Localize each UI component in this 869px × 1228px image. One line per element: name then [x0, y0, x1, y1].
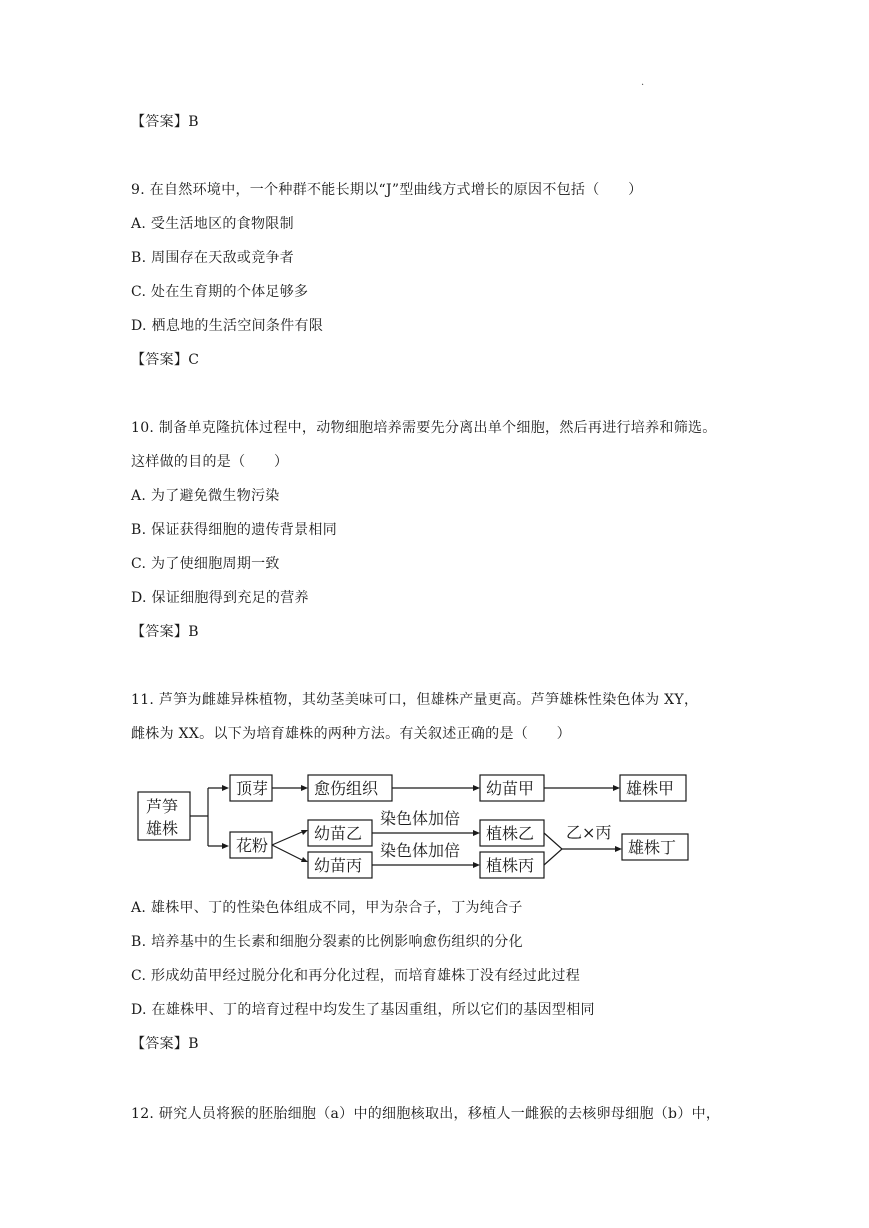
answer-value: C [188, 352, 200, 368]
question-11-option-c: C. 形成幼苗甲经过脱分化和再分化过程，而培育雄株丁没有经过此过程 [131, 968, 581, 984]
plant-yi-label: 植株乙 [486, 824, 535, 843]
arrowhead [301, 830, 308, 835]
seedling-yi-label: 幼苗乙 [314, 824, 363, 843]
breeding-flow-diagram [136, 768, 696, 886]
question-9-option-d: D. 栖息地的生活空间条件有限 [131, 318, 324, 334]
answer-prefix: 【答案】 [131, 1036, 189, 1052]
arrowhead [473, 830, 480, 836]
answer-prefix: 【答案】 [131, 114, 189, 130]
answer-value: B [188, 114, 199, 130]
cross-merge-lines [544, 833, 562, 865]
doubling-label-top: 染色体加倍 [380, 809, 461, 828]
arrowhead [613, 785, 620, 791]
question-10-option-b: B. 保证获得细胞的遗传背景相同 [131, 522, 337, 538]
answer-q11 [131, 1034, 199, 1054]
answer-value: B [188, 1036, 199, 1052]
arrowhead [301, 857, 308, 862]
answer-q10 [131, 622, 199, 642]
answer-prefix: 【答案】 [131, 352, 189, 368]
callus-label: 愈伤组织 [314, 779, 379, 798]
question-10-stem-line2: 这样做的目的是（ ） [131, 454, 289, 470]
question-10-option-a: A. 为了避免微生物污染 [131, 488, 280, 504]
question-11-option-d: D. 在雄株甲、丁的培育过程中均发生了基因重组，所以它们的基因型相同 [131, 1002, 595, 1018]
arrow-to-bud [222, 785, 229, 791]
pollen-split-arrows [272, 832, 302, 860]
question-10-stem-line1: 10. 制备单克隆抗体过程中，动物细胞培养需要先分离出单个细胞，然后再进行培养和筛选。 [131, 420, 717, 436]
arrowhead [473, 785, 480, 791]
question-11-option-a: A. 雄株甲、丁的性染色体组成不同，甲为杂合子，丁为纯合子 [131, 900, 523, 916]
cross-label: 乙×丙 [566, 823, 612, 842]
plant-bing-label: 植株丙 [486, 856, 535, 875]
source-label-2: 雄株 [146, 819, 179, 838]
male-jia-label: 雄株甲 [626, 779, 675, 798]
bud-label: 顶芽 [236, 779, 269, 798]
question-10-option-d: D. 保证细胞得到充足的营养 [131, 590, 309, 606]
question-10-option-c: C. 为了使细胞周期一致 [131, 556, 280, 572]
seedling-bing-label: 幼苗丙 [314, 856, 363, 875]
answer-q8 [131, 112, 199, 132]
question-9-option-b: B. 周围存在天敌或竞争者 [131, 250, 295, 266]
answer-prefix: 【答案】 [131, 624, 189, 640]
source-label-1: 芦笋 [146, 797, 179, 816]
arrowhead [301, 785, 308, 791]
seedling-jia-label: 幼苗甲 [486, 779, 535, 798]
question-12-stem-line1: 12. 研究人员将猴的胚胎细胞（a）中的细胞核取出，移植人一雌猴的去核卵母细胞（b）中， [131, 1106, 721, 1122]
question-9-stem: 9. 在自然环境中，一个种群不能长期以“J”型曲线方式增长的原因不包括（ ） [131, 182, 643, 198]
question-11-stem-line1: 11. 芦笋为雌雄异株植物，其幼茎美味可口，但雄株产量更高。芦笋雄株性染色体为 XY， [131, 692, 699, 708]
question-11-option-b: B. 培养基中的生长素和细胞分裂素的比例影响愈伤组织的分化 [131, 934, 523, 950]
arrowhead [473, 862, 480, 868]
branch-lines [190, 788, 226, 846]
answer-q9 [131, 350, 199, 370]
arrowhead [615, 846, 622, 852]
doubling-label-bottom: 染色体加倍 [380, 841, 461, 860]
question-9-option-a: A. 受生活地区的食物限制 [131, 216, 294, 232]
pollen-label: 花粉 [236, 836, 269, 855]
question-11-stem-line2: 雌株为 XX。以下为培育雄株的两种方法。有关叙述正确的是（ ） [131, 726, 571, 742]
page-dot-mark: · [641, 80, 645, 91]
question-9-option-c: C. 处在生育期的个体足够多 [131, 284, 309, 300]
male-ding-label: 雄株丁 [628, 838, 677, 857]
answer-value: B [188, 624, 199, 640]
arrow-to-pollen [222, 843, 229, 849]
